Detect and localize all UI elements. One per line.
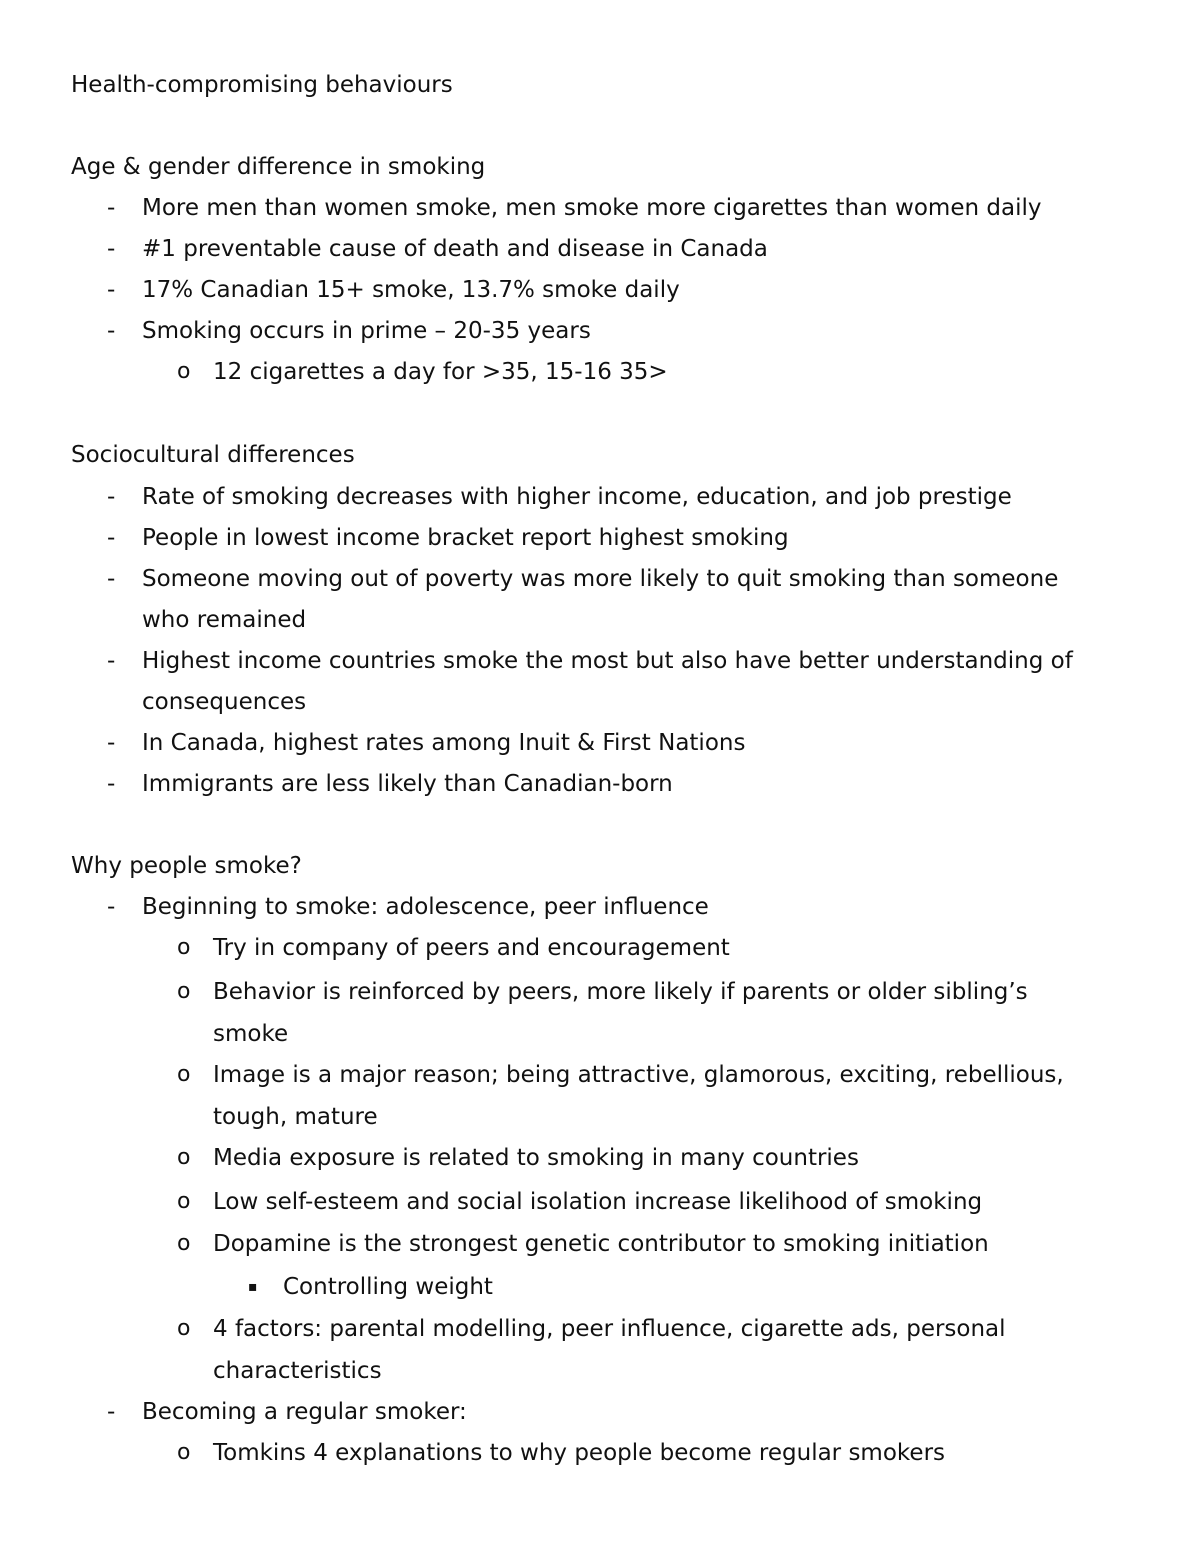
dash-bullet-icon: - [107, 730, 116, 756]
square-bullet-icon: ▪ [248, 1279, 258, 1295]
dash-bullet-icon: - [107, 648, 116, 674]
list-item: Beginning to smoke: adolescence, peer influence [142, 894, 709, 920]
list-item: Highest income countries smoke the most but also have better understanding of [142, 648, 1073, 674]
circle-bullet-icon: o [177, 979, 191, 1004]
list-item: More men than women smoke, men smoke more cigarettes than women daily [142, 195, 1042, 221]
list-item: Dopamine is the strongest genetic contributor to smoking initiation [213, 1231, 989, 1257]
dash-bullet-icon: - [107, 195, 116, 221]
list-item: Behavior is reinforced by peers, more likely if parents or older sibling’s [213, 979, 1028, 1005]
list-item: People in lowest income bracket report highest smoking [142, 525, 789, 551]
list-item: Image is a major reason; being attractive, glamorous, exciting, rebellious, [213, 1062, 1064, 1088]
list-item-continuation: characteristics [213, 1358, 382, 1384]
dash-bullet-icon: - [107, 894, 116, 920]
circle-bullet-icon: o [177, 1189, 191, 1214]
circle-bullet-icon: o [177, 359, 191, 384]
circle-bullet-icon: o [177, 1440, 191, 1465]
dash-bullet-icon: - [107, 771, 116, 797]
section-heading: Age & gender difference in smoking [71, 154, 486, 180]
list-item: In Canada, highest rates among Inuit & First Nations [142, 730, 746, 756]
list-item: 4 factors: parental modelling, peer influence, cigarette ads, personal [213, 1316, 1006, 1342]
circle-bullet-icon: o [177, 1062, 191, 1087]
dash-bullet-icon: - [107, 318, 116, 344]
section-heading: Why people smoke? [71, 853, 302, 879]
list-item: 12 cigarettes a day for >35, 15-16 35> [213, 359, 668, 385]
list-item: Media exposure is related to smoking in many countries [213, 1145, 859, 1171]
dash-bullet-icon: - [107, 1399, 116, 1425]
dash-bullet-icon: - [107, 525, 116, 551]
list-item-continuation: who remained [142, 607, 307, 633]
list-item-continuation: smoke [213, 1021, 289, 1047]
list-item: Try in company of peers and encouragement [213, 935, 730, 961]
dash-bullet-icon: - [107, 277, 116, 303]
dash-bullet-icon: - [107, 484, 116, 510]
page-title: Health-compromising behaviours [71, 72, 453, 98]
list-item: Smoking occurs in prime – 20-35 years [142, 318, 591, 344]
list-item-continuation: consequences [142, 689, 307, 715]
section-heading: Sociocultural differences [71, 442, 355, 468]
circle-bullet-icon: o [177, 1231, 191, 1256]
list-item: Low self-esteem and social isolation increase likelihood of smoking [213, 1189, 983, 1215]
circle-bullet-icon: o [177, 935, 191, 960]
list-item: Rate of smoking decreases with higher income, education, and job prestige [142, 484, 1012, 510]
circle-bullet-icon: o [177, 1145, 191, 1170]
circle-bullet-icon: o [177, 1316, 191, 1341]
list-item: Someone moving out of poverty was more likely to quit smoking than someone [142, 566, 1059, 592]
list-item: 17% Canadian 15+ smoke, 13.7% smoke daily [142, 277, 680, 303]
list-item-continuation: tough, mature [213, 1104, 378, 1130]
list-item: Tomkins 4 explanations to why people become regular smokers [213, 1440, 946, 1466]
list-item: #1 preventable cause of death and disease in Canada [142, 236, 768, 262]
list-item: Becoming a regular smoker: [142, 1399, 467, 1425]
list-item: Immigrants are less likely than Canadian-born [142, 771, 673, 797]
list-item: Controlling weight [283, 1274, 493, 1300]
dash-bullet-icon: - [107, 566, 116, 592]
dash-bullet-icon: - [107, 236, 116, 262]
